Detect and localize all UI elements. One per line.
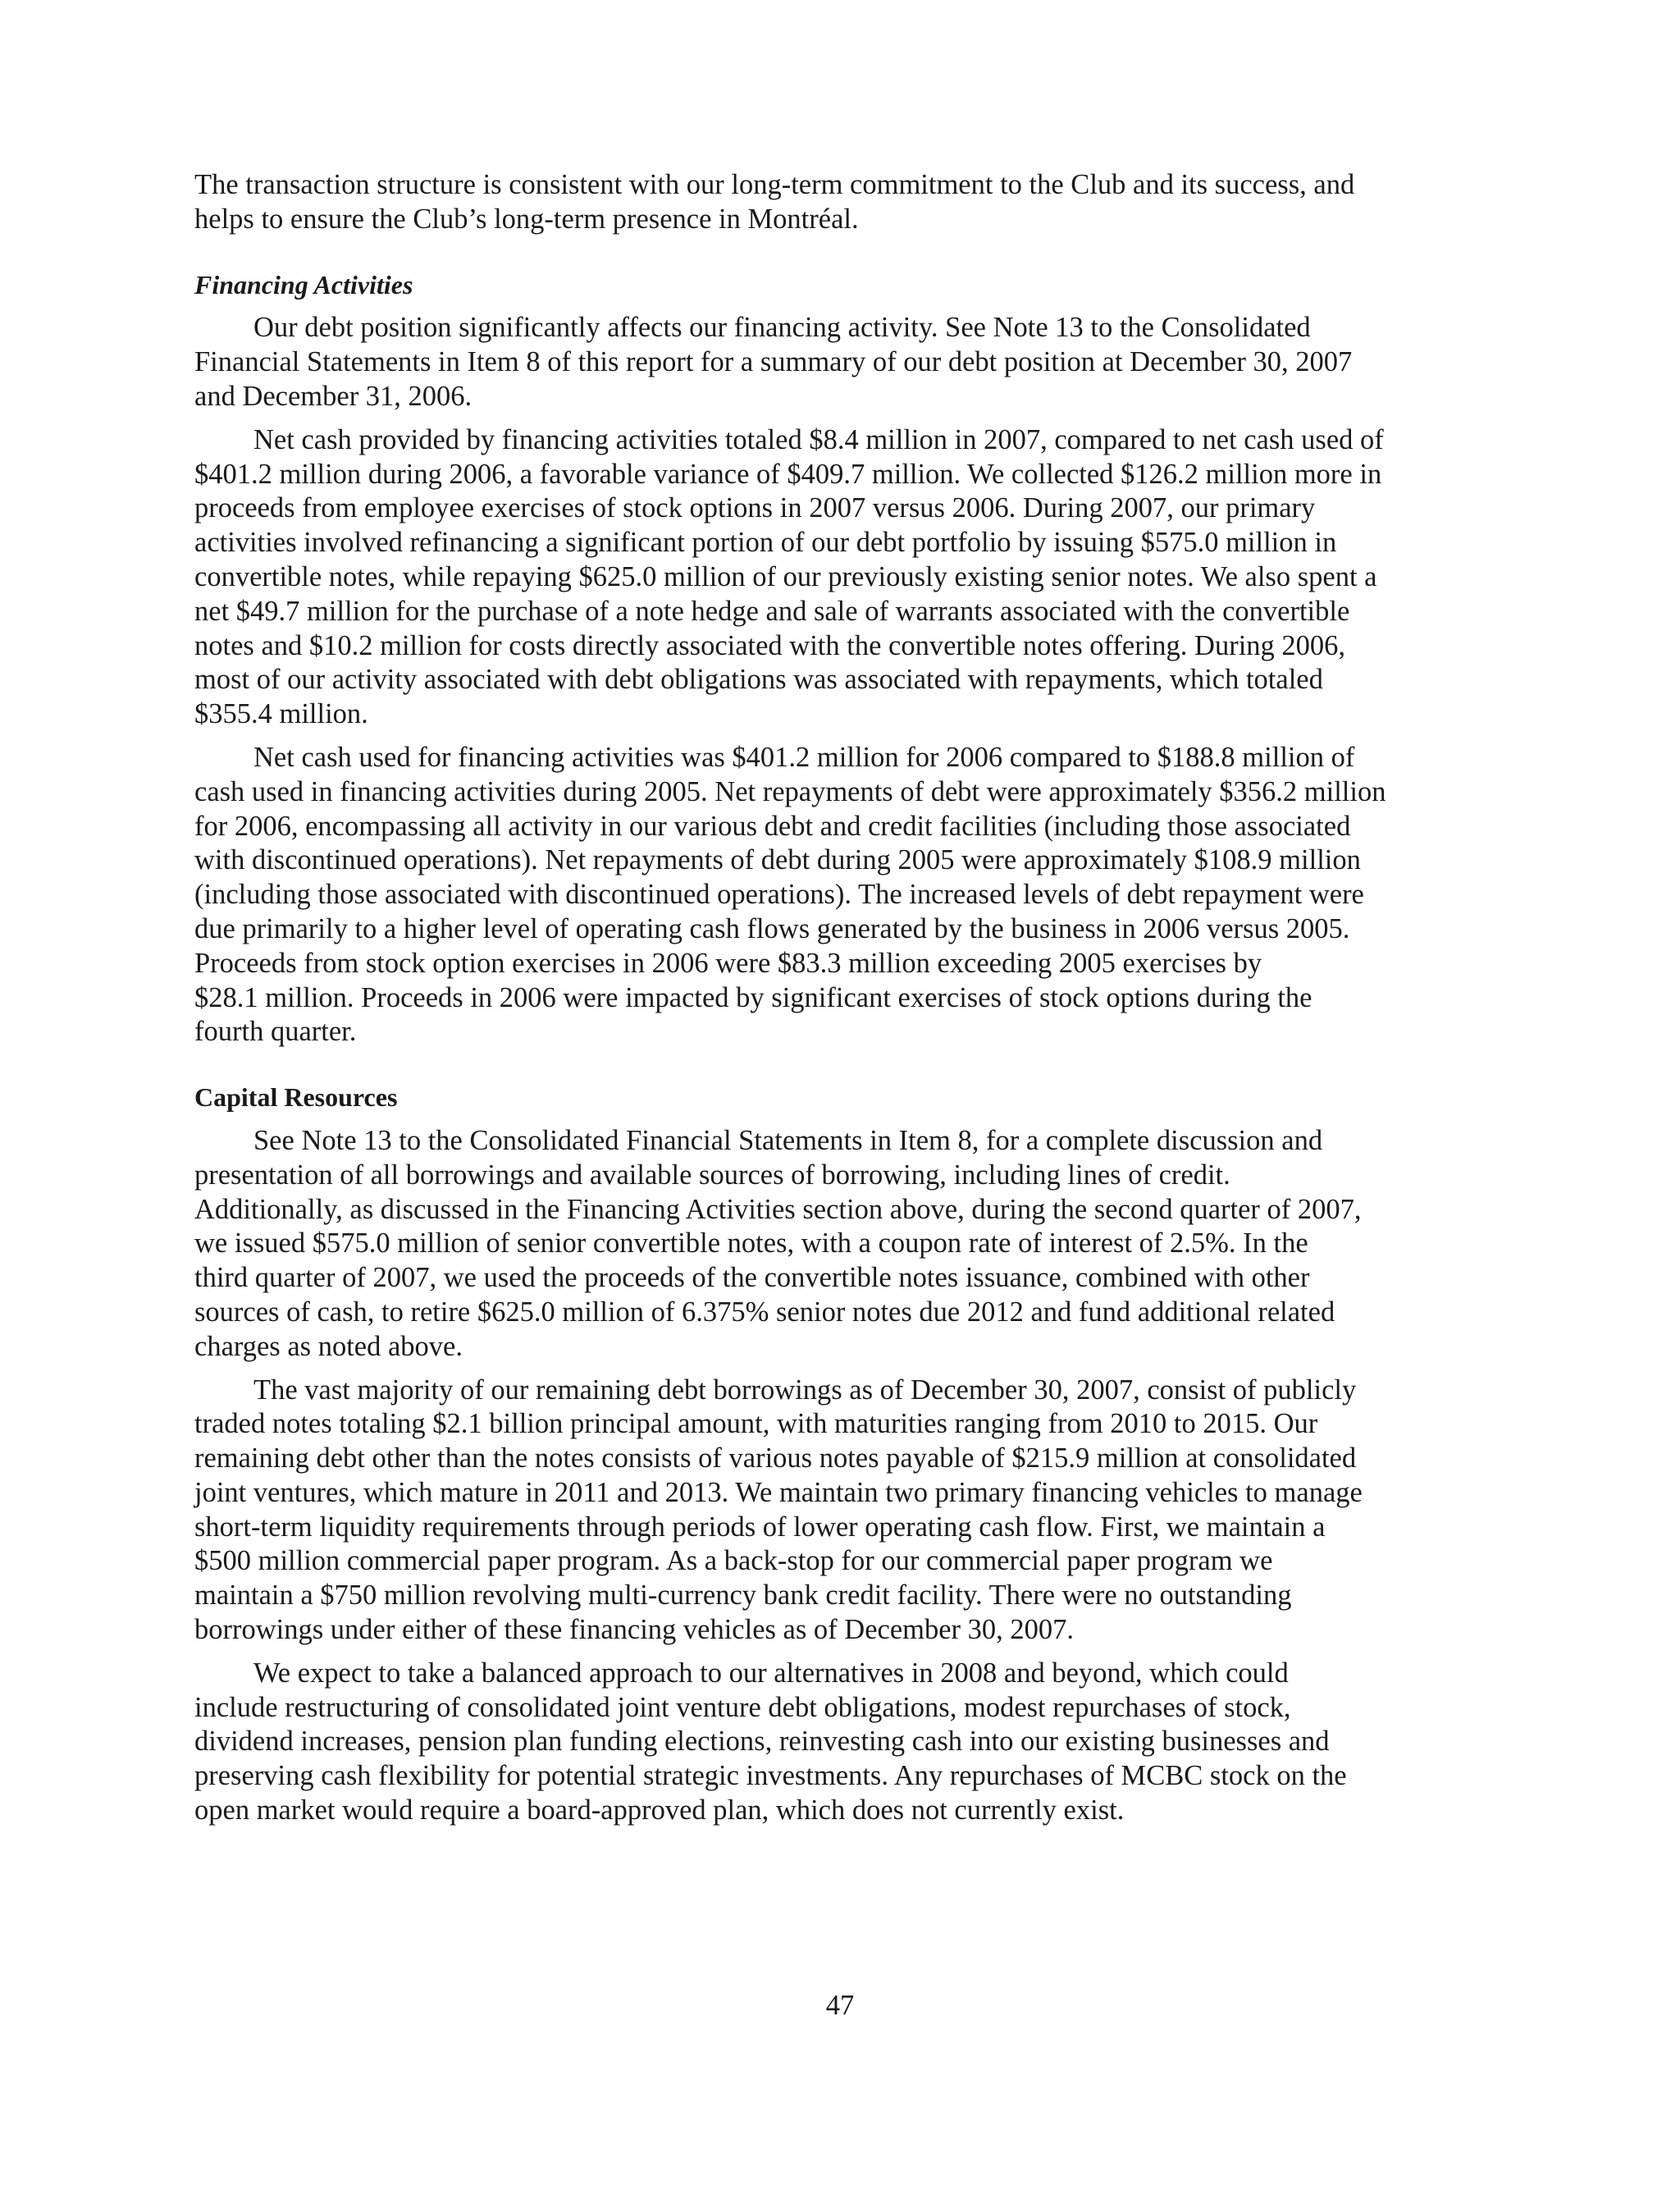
text-line: presentation of all borrowings and available sources of borrowing, including lines of credit. bbox=[194, 1159, 1230, 1191]
text-line: open market would require a board-approved plan, which does not currently exist. bbox=[194, 1795, 1125, 1827]
paragraph-intro bbox=[194, 168, 1491, 237]
text-line: cash used in financing activities during 2005. Net repayments of debt were approximately $356.2 million bbox=[194, 775, 1386, 807]
text-line: Net cash provided by financing activities totaled $8.4 million in 2007, compared to net cash used of bbox=[253, 423, 1384, 455]
text-line: traded notes totaling $2.1 billion principal amount, with maturities ranging from 2010 to 2015. Our bbox=[194, 1408, 1318, 1440]
text-line: remaining debt other than the notes consists of various notes payable of $215.9 million at consolidated bbox=[194, 1442, 1357, 1474]
text-line: $355.4 million. bbox=[194, 698, 368, 730]
text-line: maintain a $750 million revolving multi-currency bank credit facility. There were no outstanding bbox=[194, 1580, 1292, 1612]
text-line: fourth quarter. bbox=[194, 1016, 357, 1048]
section-heading-capital-resources: Capital Resources bbox=[194, 1082, 398, 1113]
text-line: (including those associated with discontinued operations). The increased levels of debt repayment were bbox=[194, 879, 1364, 911]
paragraph-capital-outlook bbox=[194, 1657, 1491, 1828]
text-line: charges as noted above. bbox=[194, 1330, 463, 1362]
text-line: for 2006, encompassing all activity in our various debt and credit facilities (including those associated bbox=[194, 810, 1351, 842]
text-line: and December 31, 2006. bbox=[194, 380, 472, 412]
text-line: notes and $10.2 million for costs directly associated with the convertible notes offering. During 2006, bbox=[194, 629, 1346, 661]
text-line: The transaction structure is consistent with our long-term commitment to the Club and its success, and bbox=[194, 169, 1355, 200]
text-line: third quarter of 2007, we used the proceeds of the convertible notes issuance, combined with other bbox=[194, 1262, 1310, 1294]
text-line: sources of cash, to retire $625.0 million of 6.375% senior notes due 2012 and fund additional related bbox=[194, 1296, 1335, 1328]
text-line: The vast majority of our remaining debt borrowings as of December 30, 2007, consist of publicly bbox=[253, 1374, 1357, 1406]
text-line: with discontinued operations). Net repayments of debt during 2005 were approximately $108.9 million bbox=[194, 844, 1361, 876]
paragraph-financing-2007 bbox=[194, 423, 1491, 732]
document-page bbox=[194, 168, 1491, 1828]
text-line: helps to ensure the Club’s long-term presence in Montréal. bbox=[194, 203, 859, 235]
text-line: preserving cash flexibility for potential strategic investments. Any repurchases of MCBC stock on the bbox=[194, 1760, 1347, 1792]
text-line: See Note 13 to the Consolidated Financial Statements in Item 8, for a complete discussion and bbox=[253, 1124, 1323, 1156]
text-line: dividend increases, pension plan funding elections, reinvesting cash into our existing businesses and bbox=[194, 1726, 1330, 1758]
text-line: borrowings under either of these financing vehicles as of December 30, 2007. bbox=[194, 1614, 1075, 1646]
text-line: Net cash used for financing activities was $401.2 million for 2006 compared to $188.8 million of bbox=[253, 741, 1355, 773]
text-line: $500 million commercial paper program. As a back-stop for our commercial paper program we bbox=[194, 1545, 1273, 1577]
text-line: Proceeds from stock option exercises in 2006 were $83.3 million exceeding 2005 exercises by bbox=[194, 947, 1262, 979]
text-line: short-term liquidity requirements through periods of lower operating cash flow. First, we maintain a bbox=[194, 1511, 1326, 1543]
paragraph-capital-note13 bbox=[194, 1124, 1491, 1365]
text-line: Financial Statements in Item 8 of this report for a summary of our debt position at December 30, 2007 bbox=[194, 346, 1353, 378]
text-line: we issued $575.0 million of senior convertible notes, with a coupon rate of interest of 2.5%. In the bbox=[194, 1228, 1308, 1260]
text-line: activities involved refinancing a significant portion of our debt portfolio by issuing $575.0 million in bbox=[194, 527, 1337, 559]
text-line: convertible notes, while repaying $625.0 million of our previously existing senior notes. We also spent a bbox=[194, 560, 1377, 592]
text-line: joint ventures, which mature in 2011 and 2013. We maintain two primary financing vehicles to manage bbox=[194, 1476, 1363, 1508]
page-number: 47 bbox=[825, 1990, 855, 2021]
text-line: include restructuring of consolidated joint venture debt obligations, modest repurchases of stock, bbox=[194, 1691, 1291, 1723]
text-line: most of our activity associated with debt obligations was associated with repayments, which totaled bbox=[194, 664, 1323, 696]
text-line: Our debt position significantly affects our financing activity. See Note 13 to the Consolidated bbox=[253, 312, 1311, 344]
text-line: net $49.7 million for the purchase of a note hedge and sale of warrants associated with the convertible bbox=[194, 595, 1350, 627]
text-line: We expect to take a balanced approach to our alternatives in 2008 and beyond, which could bbox=[253, 1657, 1289, 1689]
text-line: proceeds from employee exercises of stock options in 2007 versus 2006. During 2007, our primary bbox=[194, 492, 1316, 524]
paragraph-capital-debt-borrowings bbox=[194, 1374, 1491, 1648]
text-line: $401.2 million during 2006, a favorable variance of $409.7 million. We collected $126.2 million more in bbox=[194, 458, 1382, 490]
section-heading-financing-activities: Financing Activities bbox=[194, 269, 413, 299]
text-line: due primarily to a higher level of operating cash flows generated by the business in 2006 versus 2005. bbox=[194, 912, 1350, 944]
text-line: $28.1 million. Proceeds in 2006 were impacted by significant exercises of stock options during the bbox=[194, 981, 1312, 1013]
paragraph-financing-2006 bbox=[194, 741, 1491, 1049]
text-line: Additionally, as discussed in the Financing Activities section above, during the second quarter of 2007, bbox=[194, 1193, 1362, 1225]
paragraph-financing-debt-position bbox=[194, 311, 1491, 414]
